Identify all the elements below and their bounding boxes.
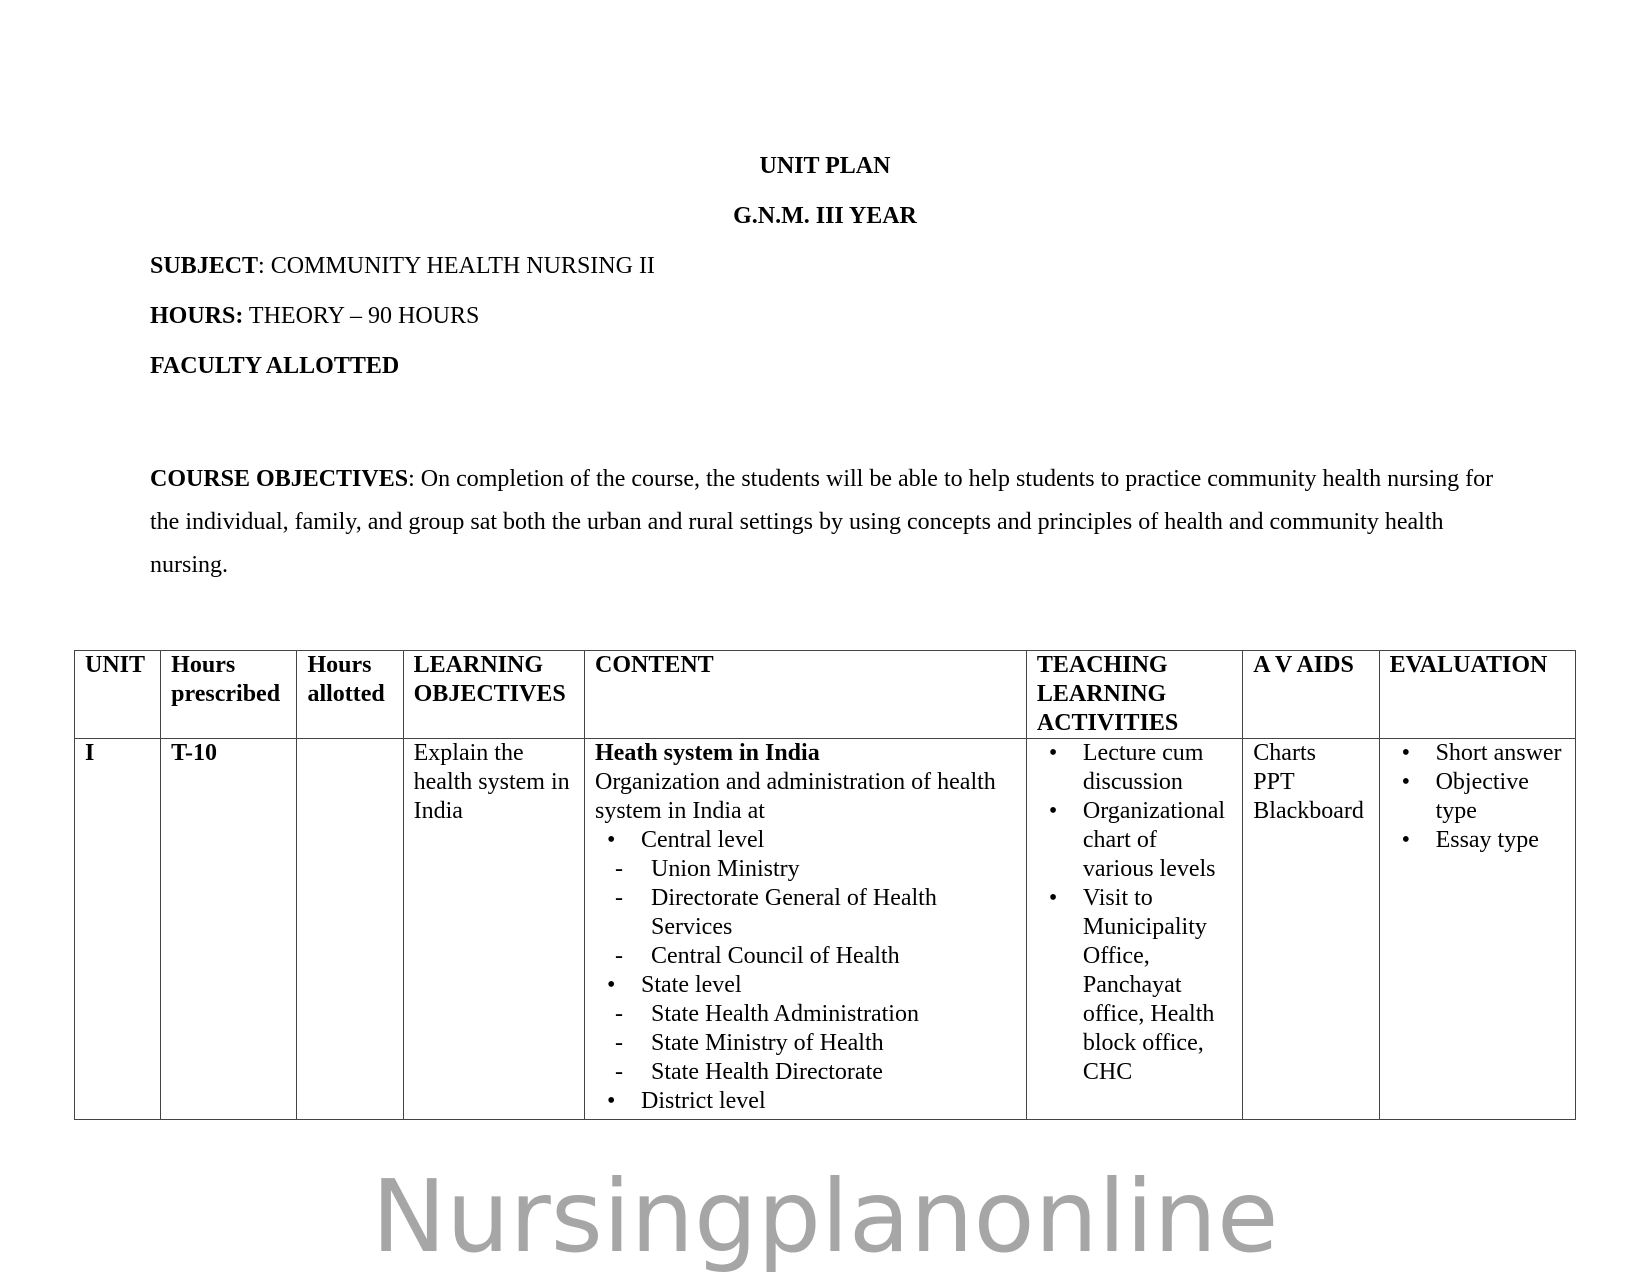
list-item: - State Health Directorate <box>595 1058 1016 1087</box>
list-item: • Short answer <box>1390 739 1565 768</box>
cell-evaluation <box>1379 739 1575 1120</box>
page-title: UNIT PLAN <box>759 153 891 179</box>
list-item: • District level <box>595 1087 1016 1116</box>
list-item: • Central level <box>595 826 1016 855</box>
header-av-aids: A V AIDS <box>1243 651 1379 739</box>
cell-teaching-learning <box>1026 739 1242 1120</box>
watermark-text: Nursingplanonline <box>371 1158 1279 1275</box>
list-item: • Visit to Municipality Office, Panchayat office, Health block office, CHC <box>1037 884 1232 1087</box>
content-title: Heath system in India <box>595 740 820 766</box>
faculty-label: FACULTY ALLOTTED <box>150 353 400 379</box>
content-levels <box>595 826 1016 855</box>
list-item: - Directorate General of Health Services <box>595 884 1016 942</box>
cell-content <box>585 739 1027 1120</box>
list-item: • Lecture cum discussion <box>1037 739 1232 797</box>
list-item: • Objective type <box>1390 768 1565 826</box>
content-levels <box>595 1087 1016 1116</box>
list-item: • State level <box>595 971 1016 1000</box>
content-levels <box>595 971 1016 1000</box>
central-items <box>595 855 1016 971</box>
av-aid: Blackboard <box>1253 798 1364 824</box>
hours-value: THEORY – 90 HOURS <box>243 303 480 329</box>
state-items <box>595 1000 1016 1087</box>
subject-line <box>150 252 655 280</box>
evaluation-list <box>1390 739 1565 855</box>
course-objectives-label: COURSE OBJECTIVES <box>150 466 409 492</box>
table-header-row <box>75 651 1576 739</box>
cell-hours-allotted <box>297 739 403 1120</box>
list-item: - Central Council of Health <box>595 942 1016 971</box>
header-unit: UNIT <box>75 651 161 739</box>
cell-av-aids <box>1243 739 1379 1120</box>
table-row <box>75 739 1576 1120</box>
teaching-list <box>1037 739 1232 1087</box>
course-objectives <box>150 458 1520 587</box>
header-evaluation: EVALUATION <box>1379 651 1575 739</box>
av-aid: Charts <box>1253 740 1316 766</box>
header-content: CONTENT <box>585 651 1027 739</box>
page-subtitle: G.N.M. III YEAR <box>733 203 917 229</box>
header-hours-allotted: Hours allotted <box>297 651 403 739</box>
list-item: - State Health Administration <box>595 1000 1016 1029</box>
list-item: • Essay type <box>1390 826 1565 855</box>
hours-line <box>150 302 479 330</box>
subject-label: SUBJECT <box>150 253 259 279</box>
list-item: - Union Ministry <box>595 855 1016 884</box>
header-hours-prescribed: Hours prescribed <box>161 651 297 739</box>
header-teaching-learning: TEACHING LEARNING ACTIVITIES <box>1026 651 1242 739</box>
cell-learning-objective: Explain the health system in India <box>403 739 584 1120</box>
subject-value: : COMMUNITY HEALTH NURSING II <box>258 253 655 279</box>
av-aid: PPT <box>1253 769 1295 795</box>
list-item: • Organizational chart of various levels <box>1037 797 1232 884</box>
hours-label: HOURS: <box>150 303 244 329</box>
cell-hours-prescribed: T-10 <box>161 739 297 1120</box>
list-item: - State Ministry of Health <box>595 1029 1016 1058</box>
cell-unit: I <box>75 739 161 1120</box>
course-objectives-text: : On completion of the course, the students will be able to help students to practice community health nursing for the individual, family, and group sat both the urban and rural settings by using concepts and principles of health and community health nursing. <box>150 466 1494 578</box>
header-learning-objectives: LEARNING OBJECTIVES <box>403 651 584 739</box>
content-intro: Organization and administration of health system in India at <box>595 769 996 824</box>
unit-plan-table <box>74 650 1576 1120</box>
